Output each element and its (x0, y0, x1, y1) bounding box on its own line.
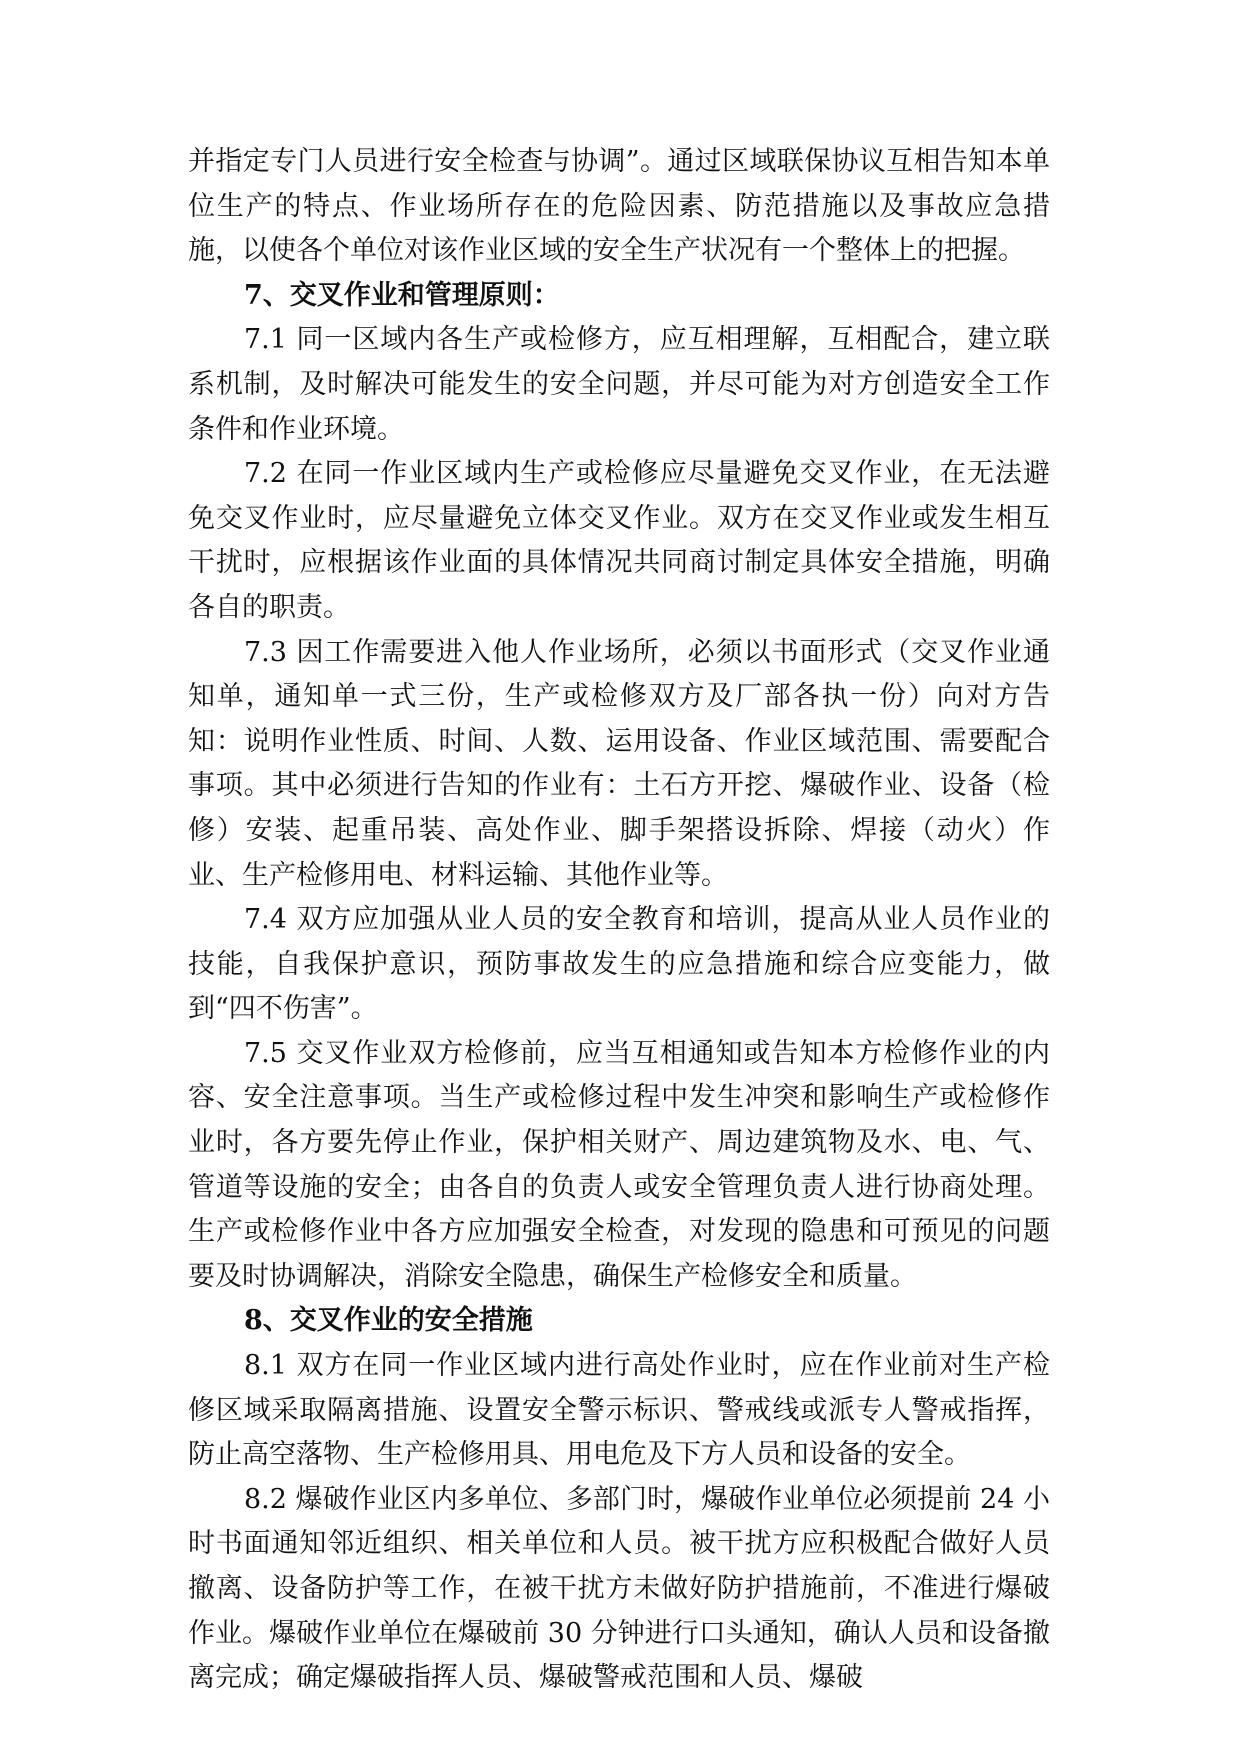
clause-8-2: 8.2 爆破作业区内多单位、多部门时，爆破作业单位必须提前 24 小时书面通知邻近组织、相关单位和人员。被干扰方应积极配合做好人员撤离、设备防护等工作，在被干扰方未做好防护措施前，不准进行爆破作业。爆破作业单位在爆破前 30 分钟进行口头通知，确认人员和设备撤离完成；确定爆破指挥人员、爆破警戒范围和人员、爆破 (188, 1483, 1050, 1694)
body-paragraph-continuation: 并指定专门人员进行安全检查与协调”。通过区域联保协议互相告知本单位生产的特点、作业场所存在的危险因素、防范措施以及事故应急措施，以使各个单位对该作业区域的安全生产状况有一个整体上的把握。 (188, 146, 1050, 267)
clause-7-1: 7.1 同一区域内各生产或检修方，应互相理解，互相配合，建立联系机制，及时解决可能发生的安全问题，并尽可能为对方创造安全工作条件和作业环境。 (188, 324, 1050, 445)
section-8-heading: 8、交叉作业的安全措施 (244, 1305, 533, 1337)
document-page (188, 140, 1050, 1701)
clause-7-5: 7.5 交叉作业双方检修前，应当互相通知或告知本方检修作业的内容、安全注意事项。当生产或检修过程中发生冲突和影响生产或检修作业时，各方要先停止作业，保护相关财产、周边建筑物及水、电、气、管道等设施的安全；由各自的负责人或安全管理负责人进行协商处理。生产或检修作业中各方应加强安全检查，对发现的隐患和可预见的问题要及时协调解决，消除安全隐患，确保生产检修安全和质量。 (188, 1037, 1050, 1292)
clause-7-4: 7.4 双方应加强从业人员的安全教育和培训，提高从业人员作业的技能，自我保护意识，预防事故发生的应急措施和综合应变能力，做到“四不伤害”。 (188, 904, 1050, 1025)
clause-8-1: 8.1 双方在同一作业区域内进行高处作业时，应在作业前对生产检修区域采取隔离措施、设置安全警示标识、警戒线或派专人警戒指挥，防止高空落物、生产检修用具、用电危及下方人员和设备的安全。 (188, 1350, 1050, 1471)
clause-7-3: 7.3 因工作需要进入他人作业场所，必须以书面形式（交叉作业通知单，通知单一式三份，生产或检修双方及厂部各执一份）向对方告知：说明作业性质、时间、人数、运用设备、作业区域范围、需要配合事项。其中必须进行告知的作业有：土石方开挖、爆破作业、设备（检修）安装、起重吊装、高处作业、脚手架搭设拆除、焊接（动火）作业、生产检修用电、材料运输、其他作业等。 (188, 636, 1050, 891)
section-7-heading: 7、交叉作业和管理原则： (244, 279, 560, 311)
clause-7-2: 7.2 在同一作业区域内生产或检修应尽量避免交叉作业，在无法避免交叉作业时，应尽量避免立体交叉作业。双方在交叉作业或发生相互干扰时，应根据该作业面的具体情况共同商讨制定具体安全措施，明确各自的职责。 (188, 458, 1050, 623)
